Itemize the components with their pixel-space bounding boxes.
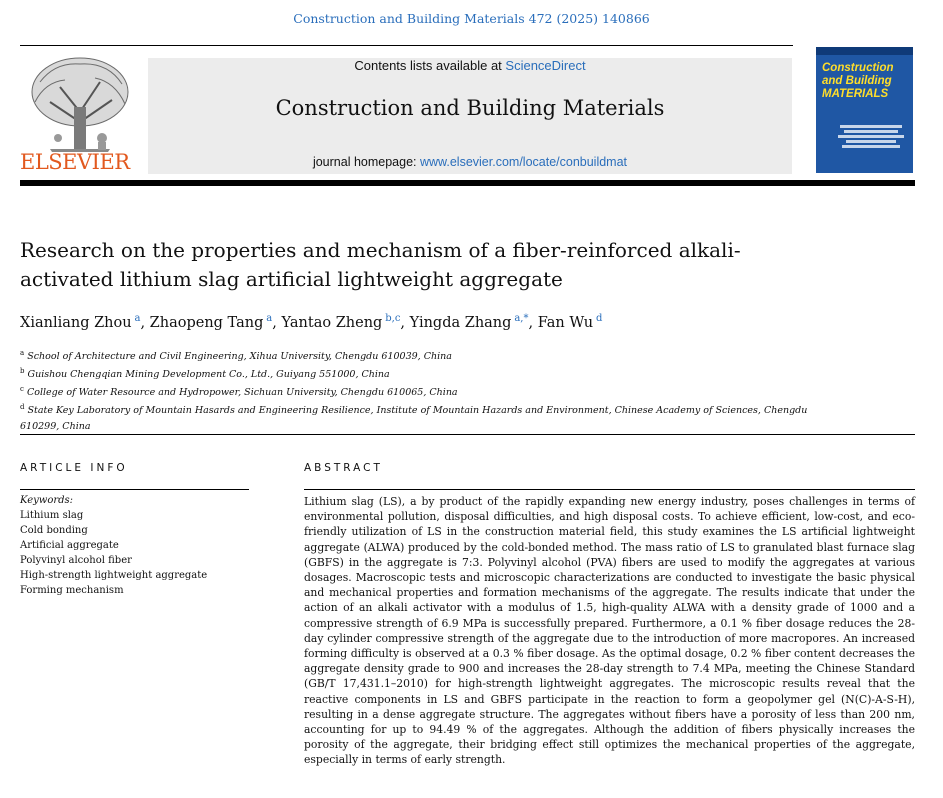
header-top-rule bbox=[20, 45, 793, 46]
affiliation-text: Guishou Chengqian Mining Development Co., Ltd., Guiyang 551000, China bbox=[27, 369, 390, 381]
author-affil-sup[interactable]: d bbox=[595, 313, 603, 324]
affiliation-sup: c bbox=[20, 385, 24, 394]
journal-homepage-line bbox=[148, 155, 792, 169]
affiliation-list bbox=[20, 346, 810, 434]
header-bottom-bar bbox=[20, 180, 915, 186]
affiliation-text: School of Architecture and Civil Engineering, Xihua University, Chengdu 610039, China bbox=[27, 351, 452, 363]
article-info-heading: ARTICLE INFO bbox=[20, 462, 128, 474]
affiliation-sup: b bbox=[20, 367, 25, 376]
abstract-heading: ABSTRACT bbox=[304, 462, 383, 474]
author-affil-sup[interactable]: a bbox=[134, 313, 141, 324]
author-separator: , bbox=[272, 314, 282, 331]
affiliation-item bbox=[20, 346, 810, 364]
affiliation-text: State Key Laboratory of Mountain Hasards and Engineering Resilience, Institute of Mountain Hazards and Environment, Chinese Academy of Sciences, Chengdu 610299, China bbox=[20, 405, 808, 432]
contents-line bbox=[148, 58, 792, 73]
journal-homepage-link[interactable]: www.elsevier.com/locate/conbuildmat bbox=[419, 155, 628, 169]
author-affil-sup[interactable]: b,c bbox=[385, 313, 401, 324]
author-name[interactable]: Yingda Zhang bbox=[409, 314, 512, 331]
cover-title: Construction and Building MATERIALS bbox=[822, 62, 894, 100]
journal-citation-link[interactable]: Construction and Building Materials 472 (2025) 140866 bbox=[293, 11, 650, 26]
abstract-rule bbox=[304, 489, 915, 490]
cover-fine-print bbox=[836, 123, 906, 150]
keyword-item[interactable]: Polyvinyl alcohol fiber bbox=[20, 555, 132, 566]
author-affil-sup[interactable]: a,* bbox=[514, 313, 529, 324]
keyword-item[interactable]: Lithium slag bbox=[20, 510, 84, 521]
affiliation-item bbox=[20, 382, 810, 400]
author-list bbox=[20, 313, 602, 331]
keyword-item[interactable]: Forming mechanism bbox=[20, 585, 124, 596]
abstract-text: Lithium slag (LS), a by product of the rapidly expanding new energy industry, poses challenges in terms of environmental pollution, disposal difficulties, and high disposal costs. To achieve efficient, low-cost, and eco-friendly utilization of LS in the construction material field, this study examines the LS artificial lightweight aggregate (ALWA) produced by the cold-bonded method. The mass ratio of LS to granulated blast furnace slag (GBFS) in the aggregate is 7:3. Polyvinyl alcohol (PVA) fibers are used to modify the aggregates at various dosages. Macroscopic tests and microscopic characterizations are conducted to investigate the basic physical and mechanical properties and formation mechanisms of the aggregate. The results indicate that under the action of an alkali activator with a modulus of 1.5, high-quality ALWA with a density grade of 1000 and a compressive strength of 6.9 MPa is successfully prepared. Furthermore, a 0.1 % fiber dosage reduces the 28-day cylinder compressive strength of the aggregate due to the introduction of more macropores. An increased forming difficulty is observed at a 0.3 % fiber dosage. As the optimal dosage, 0.2 % fiber content decreases the aggregate density grade to 900 and increases the 28-day strength to 7.4 MPa, meeting the Chinese Standard (GB/T 17,431.1–2010) for high-strength lightweight aggregates. The microscopic results reveal that the reactive components in LS and GBFS participate in the reaction to form a geopolymer gel (N(C)-A-S-H), resulting in a dense aggregate structure. The aggregates without fibers have a porosity of less than 200 nm, accounting for up to 94.49 % of the aggregates. Although the addition of fibers physically increases the porosity of the aggregate, their bridging effect still optimizes the mechanical properties of the aggregate, especially in terms of early strength. bbox=[304, 495, 915, 767]
author-name[interactable]: Fan Wu bbox=[537, 314, 594, 331]
author-separator: , bbox=[528, 314, 538, 331]
article-info-rule bbox=[20, 489, 249, 490]
author-name[interactable]: Xianliang Zhou bbox=[20, 314, 132, 331]
keywords-label: Keywords: bbox=[20, 495, 74, 506]
cover-top-band bbox=[816, 47, 913, 55]
homepage-prefix: journal homepage: bbox=[312, 155, 420, 169]
author-name[interactable]: Yantao Zheng bbox=[281, 314, 383, 331]
affiliation-separator-rule bbox=[20, 434, 915, 435]
affiliation-item bbox=[20, 400, 810, 433]
keyword-item[interactable]: Cold bonding bbox=[20, 525, 88, 536]
affiliation-text: College of Water Resource and Hydropower, Sichuan University, Chengdu 610065, China bbox=[26, 387, 458, 399]
author-name[interactable]: Zhaopeng Tang bbox=[149, 314, 264, 331]
author-affil-sup[interactable]: a bbox=[266, 313, 273, 324]
journal-cover-thumbnail[interactable] bbox=[816, 47, 913, 173]
author-separator: , bbox=[140, 314, 150, 331]
keyword-list bbox=[20, 508, 207, 598]
keyword-item[interactable]: High-strength lightweight aggregate bbox=[20, 570, 208, 581]
article-title: Research on the properties and mechanism of a fiber-reinforced alkali-activated lithium slag artificial lightweight aggregate bbox=[20, 238, 741, 291]
affiliation-item bbox=[20, 364, 810, 382]
author-separator: , bbox=[400, 314, 410, 331]
elsevier-wordmark[interactable]: ELSEVIER bbox=[20, 150, 130, 174]
sciencedirect-link[interactable]: ScienceDirect bbox=[505, 58, 586, 73]
affiliation-sup: a bbox=[20, 349, 25, 357]
affiliation-sup: d bbox=[20, 403, 25, 412]
keyword-item[interactable]: Artificial aggregate bbox=[20, 540, 119, 551]
journal-title: Construction and Building Materials bbox=[275, 96, 665, 120]
contents-prefix: Contents lists available at bbox=[354, 58, 506, 73]
